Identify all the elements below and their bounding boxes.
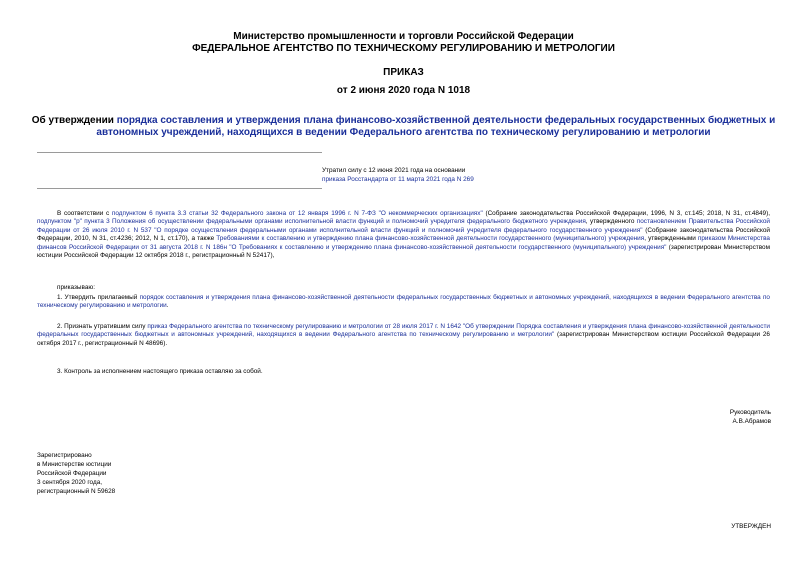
preamble-text: , утвержденного [585, 218, 637, 226]
preamble-link-minfin-order[interactable]: приказом Министерства финансов Российской Федерации от 31 августа 2018 г. N 186н "О Требованиях к составлению и утверждению плана финансово-хозяйственной деятельности государственного (муниципального) учреждения" [37, 235, 770, 251]
registration-line: 3 сентября 2020 года, [37, 479, 103, 486]
document-title [30, 115, 777, 139]
preamble-link-law[interactable]: подпунктом 6 пункта 3.3 статьи 32 Федерального закона от 12 января 1996 г. N 7-ФЗ "О некоммерческих организациях" [111, 210, 483, 217]
preamble-text: В соответствии с [57, 210, 112, 217]
agency-heading: ФЕДЕРАЛЬНОЕ АГЕНТСТВО ПО ТЕХНИЧЕСКОМУ РЕГУЛИРОВАНИЮ И МЕТРОЛОГИИ [192, 43, 615, 54]
preamble-text: (Собрание законодательства Российской Федерации, 1996, N 3, ст.145; 2018, N 31, ст.4849), [482, 210, 770, 217]
item-1-link[interactable]: порядок составления и утверждения плана финансово-хозяйственной деятельности федеральных государственных бюджетных и автономных учреждений, находящихся в ведении Федерального агентства по техническому регулированию и метрологии [37, 294, 770, 310]
preamble-link-regulation[interactable]: подпунктом "р" пункта 3 Положения об осуществлении федеральными органами исполнительной власти функций и полномочий учредителя федерального бюджетного учреждения [37, 218, 586, 226]
item-2-link[interactable]: приказ Федерального агентства по техническому регулированию и метрологии от 28 июля 2017 г. N 1642 "Об утверждении Порядка составления и утверждения плана финансово-хозяйственной деятельности федеральных государственных бюджетных и автономных учреждений, находящихся в ведении Федерального агентства по техническому регулированию и метрологии" [37, 323, 770, 339]
registration-line: в Министерстве юстиции [37, 461, 112, 468]
signature-name: А.В.Абрамов [732, 418, 771, 425]
title-link[interactable]: порядка составления и утверждения плана финансово-хозяйственной деятельности федеральных государственных бюджетных и автономных учреждений, находящихся в ведении Федерального агентства по техническому регулированию и метрологии [96, 115, 776, 138]
registration-line: регистрационный N 59628 [37, 488, 116, 495]
item-3: 3. Контроль за исполнением настоящего приказа оставляю за собой. [57, 368, 263, 375]
preamble-text: (Собрание законодательства Российской Федерации, 2010, N 31, ст.4236; 2012, N 1, ст.170), а также [37, 226, 770, 243]
status-link[interactable]: приказа Росстандарта от 11 марта 2021 года N 269 [322, 176, 474, 183]
doc-type-heading: ПРИКАЗ [383, 67, 424, 78]
preamble-paragraph [37, 210, 770, 260]
date-number-heading: от 2 июня 2020 года N 1018 [336, 85, 471, 96]
title-prefix: Об утверждении [31, 115, 117, 126]
preamble-link-requirements[interactable]: Требованиями к составлению и утверждению плана финансово-хозяйственной деятельности государственного (муниципального) учреждения [216, 235, 645, 243]
divider-bottom [37, 188, 322, 189]
registration-block [37, 451, 115, 496]
item-2-text: 2. Признать утратившим силу [57, 323, 148, 330]
registration-line: Российской Федерации [37, 470, 107, 477]
signature-position: Руководитель [729, 409, 771, 416]
ministry-heading: Министерство промышленности и торговли Российской Федерации [233, 31, 574, 42]
item-1 [37, 294, 770, 311]
preamble-link-resolution[interactable]: постановлением Правительства Российской Федерации от 26 июля 2010 г. N 537 "О порядке осуществления федеральными органами исполнительной власти функций и полномочий учредителя федерального государственного учреждения" [37, 218, 770, 234]
status-line: Утратил силу с 12 июня 2021 года на основании [322, 167, 466, 174]
registration-line: Зарегистрировано [37, 452, 92, 459]
signature-block [730, 408, 771, 426]
item-1-text: . [166, 302, 169, 310]
divider-top [37, 152, 322, 153]
preamble-text: (зарегистрирован Министерством юстиции Российской Федерации 12 октября 2018 г., регистрационный N 52417), [37, 243, 770, 260]
approved-label: УТВЕРЖДЕН [731, 523, 771, 530]
preamble-text: , утвержденными [644, 235, 698, 243]
item-1-text: 1. Утвердить прилагаемый [57, 294, 140, 301]
status-note [322, 166, 474, 184]
order-word: приказываю: [57, 284, 95, 291]
item-2 [37, 323, 770, 348]
item-2-text: (зарегистрирован Министерством юстиции Российской Федерации 26 октября 2017 г., регистрационный N 48696). [37, 331, 770, 347]
